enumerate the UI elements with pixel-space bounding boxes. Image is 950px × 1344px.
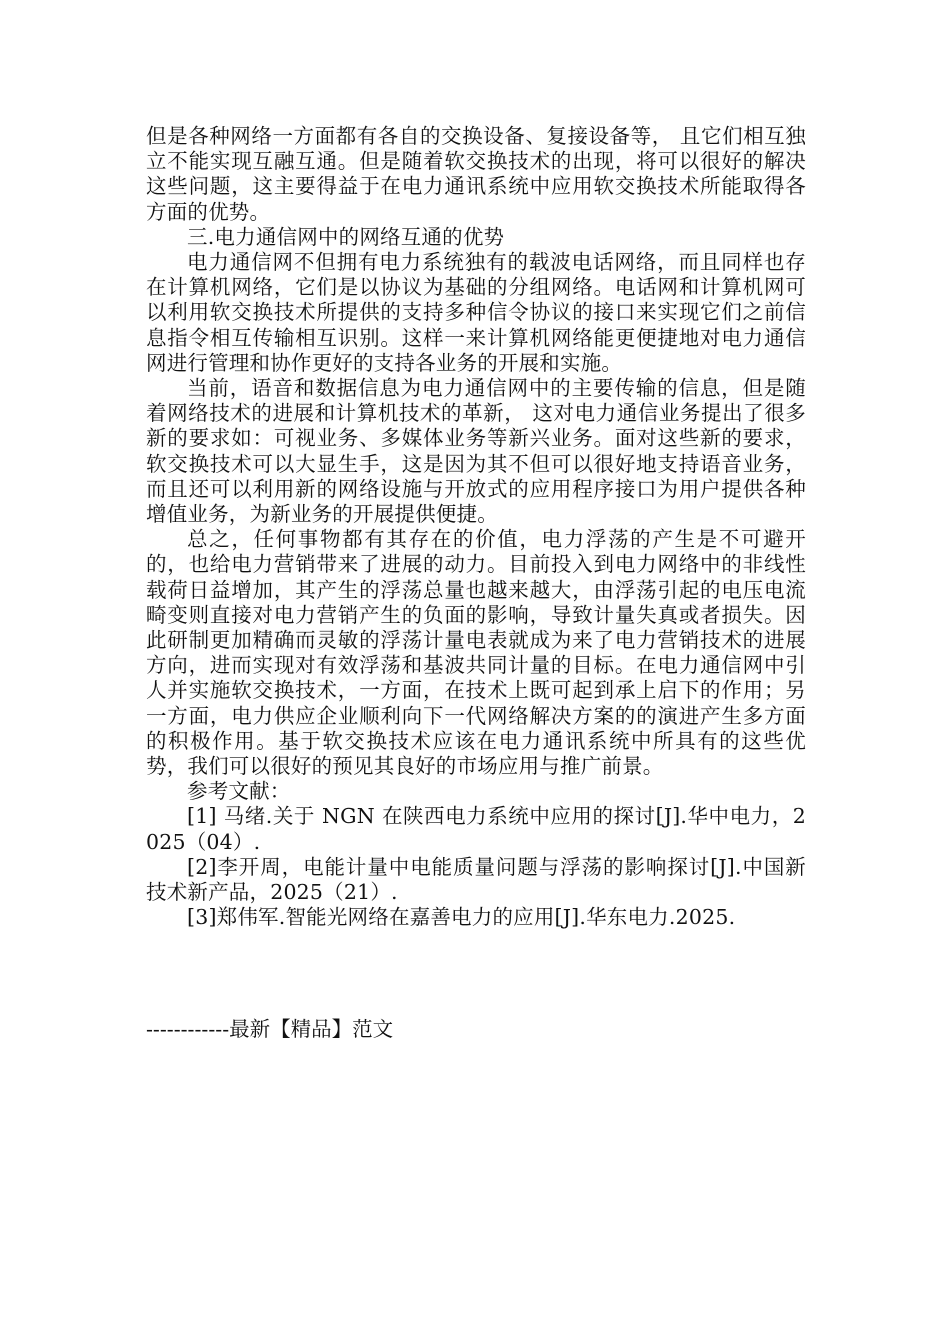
paragraph-network: 电力通信网不但拥有电力系统独有的载波电话网络，而且同样也存在计算机网络，它们是以协议为基础的分组网络。电话网和计算机网可以利用软交换技术所提供的支持多种信令协议的接口来实现它们之前信息指令相互传输相互识别。这样一来计算机网络能更便捷地对电力通信网进行管理和协作更好的支持各业务的开展和实施。 [146,250,806,375]
reference-item-3: [3]郑伟军.智能光网络在嘉善电力的应用[J].华东电力.2025. [187,905,736,930]
reference-item-1: [1] 马绪.关于 NGN 在陕西电力系统中应用的探讨[J].华中电力，2025（04）. [146,804,806,854]
reference-item-2: [2]李开周，电能计量中电能质量问题与浮荡的影响探讨[J].中国新技术新产品，2025（21）. [146,854,806,905]
document-body [146,124,806,931]
paragraph-services: 当前，语音和数据信息为电力通信网中的主要传输的信息，但是随着网络技术的进展和计算机技术的革新， 这对电力通信业务提出了很多新的要求如：可视业务、多媒体业务等新兴业务。面对这些新的要求，软交换技术可以大显生手，这是因为其不但可以很好地支持语音业务，而且还可以利用新的网络设施与开放式的应用程序接口为用户提供各种增值业务，为新业务的开展提供便捷。 [146,376,806,527]
paragraph-conclusion: 总之，任何事物都有其存在的价值，电力浮荡的产生是不可避开的，也给电力营销带来了进展的动力。目前投入到电力网络中的非线性载荷日益增加，其产生的浮荡总量也越来越大，由浮荡引起的电压电流畸变则直接对电力营销产生的负面的影响，导致计量失真或者损失。因此研制更加精确而灵敏的浮荡计量电表就成为来了电力营销技术的进展方向，进而实现对有效浮荡和基波共同计量的目标。在电力通信网中引人并实施软交换技术，一方面，在技术上既可起到承上启下的作用；另一方面，电力供应企业顺利向下一代网络解决方案的的演进产生多方面的积极作用。基于软交换技术应该在电力通讯系统中所具有的这些优势，我们可以很好的预见其良好的市场应用与推广前景。 [146,527,806,779]
paragraph-intro: 但是各种网络一方面都有各自的交换设备、复接设备等， 且它们相互独立不能实现互融互通。但是随着软交换技术的出现，将可以很好的解决这些问题，这主要得益于在电力通讯系统中应用软交换技术所能取得各方面的优势。 [146,124,806,224]
section-heading: 三.电力通信网中的网络互通的优势 [187,224,505,249]
references-heading: 参考文献： [187,779,291,804]
footer-text: ------------最新【精品】范文 [146,1017,394,1041]
